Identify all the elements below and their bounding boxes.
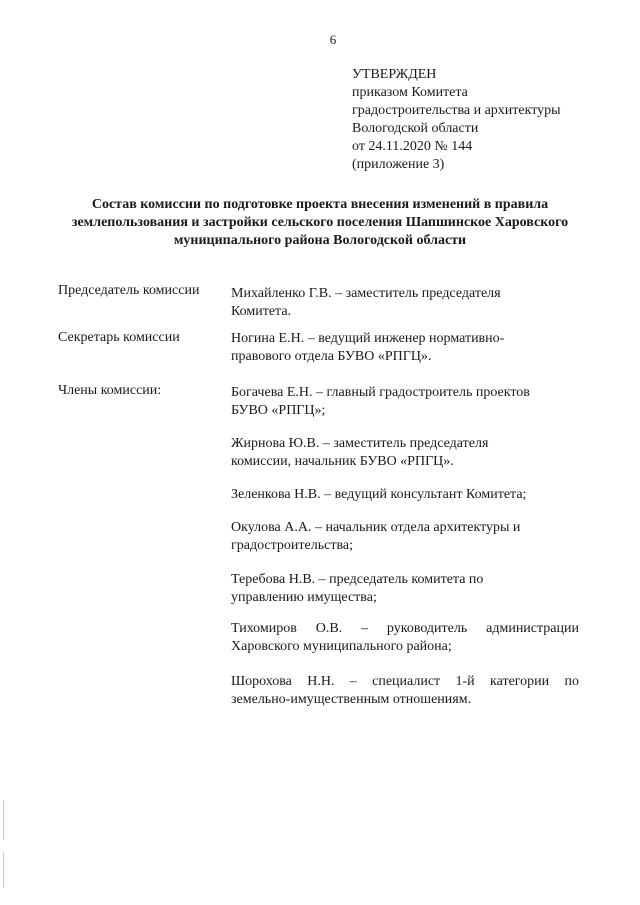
scan-edge-mark xyxy=(3,800,4,840)
member-entry xyxy=(231,571,579,607)
member-entry xyxy=(231,519,579,555)
entry-line: БУВО «РПГЦ»; xyxy=(231,403,326,418)
member-entry xyxy=(231,486,579,504)
role-chairman: Председатель комиссии xyxy=(58,283,200,298)
role-members: Члены комиссии: xyxy=(58,383,162,398)
entry-line: Жирнова Ю.В. – заместитель председателя xyxy=(231,436,489,451)
document-title xyxy=(60,196,580,250)
page-number: 6 xyxy=(329,32,337,47)
role-secretary: Секретарь комиссии xyxy=(58,330,180,345)
entry-line: управлению имущества; xyxy=(231,590,377,605)
chairman-entry xyxy=(231,285,579,321)
approval-order-line: приказом Комитета xyxy=(352,85,468,100)
entry-line: Богачева Е.Н. – главный градостроитель проектов xyxy=(231,385,530,400)
entry-line: Комитета. xyxy=(231,304,292,319)
entry-line: Зеленкова Н.В. – ведущий консультант Комитета; xyxy=(231,487,527,502)
scan-edge-mark xyxy=(3,852,4,888)
entry-line: правового отдела БУВО «РПГЦ». xyxy=(231,349,432,364)
approval-appendix-note: (приложение 3) xyxy=(352,157,445,172)
approval-committee-line: градостроительства и архитектуры xyxy=(352,103,561,118)
member-entry xyxy=(231,384,579,420)
member-entry xyxy=(231,435,579,471)
entry-line: Ногина Е.Н. – ведущий инженер нормативно- xyxy=(231,331,505,346)
approval-region-line: Вологодской области xyxy=(352,121,479,136)
secretary-entry xyxy=(231,330,579,366)
approval-date-number: от 24.11.2020 № 144 xyxy=(352,139,473,154)
title-line: Состав комиссии по подготовке проекта внесения изменений в правила xyxy=(91,197,549,212)
entry-line: земельно-имущественным отношениям. xyxy=(231,692,472,707)
entry-line: Тихомиров О.В. – руководитель администрации xyxy=(231,621,579,636)
entry-line: Харовского муниципального района; xyxy=(231,639,452,654)
entry-line: Михайленко Г.В. – заместитель председателя xyxy=(231,286,501,301)
approval-stamp xyxy=(352,66,612,174)
title-line: землепользования и застройки сельского поселения Шапшинское Харовского xyxy=(71,215,569,230)
member-entry xyxy=(231,620,579,656)
entry-line: Теребова Н.В. – председатель комитета по xyxy=(231,572,484,587)
approval-heading: УТВЕРЖДЕН xyxy=(352,67,437,82)
member-entry xyxy=(231,673,579,709)
entry-line: комиссии, начальник БУВО «РПГЦ». xyxy=(231,454,454,469)
entry-line: Шорохова Н.Н. – специалист 1-й категории по xyxy=(231,674,579,689)
entry-line: Окулова А.А. – начальник отдела архитектуры и xyxy=(231,520,521,535)
entry-line: градостроительства; xyxy=(231,538,353,553)
title-line: муниципального района Вологодской области xyxy=(173,233,467,248)
